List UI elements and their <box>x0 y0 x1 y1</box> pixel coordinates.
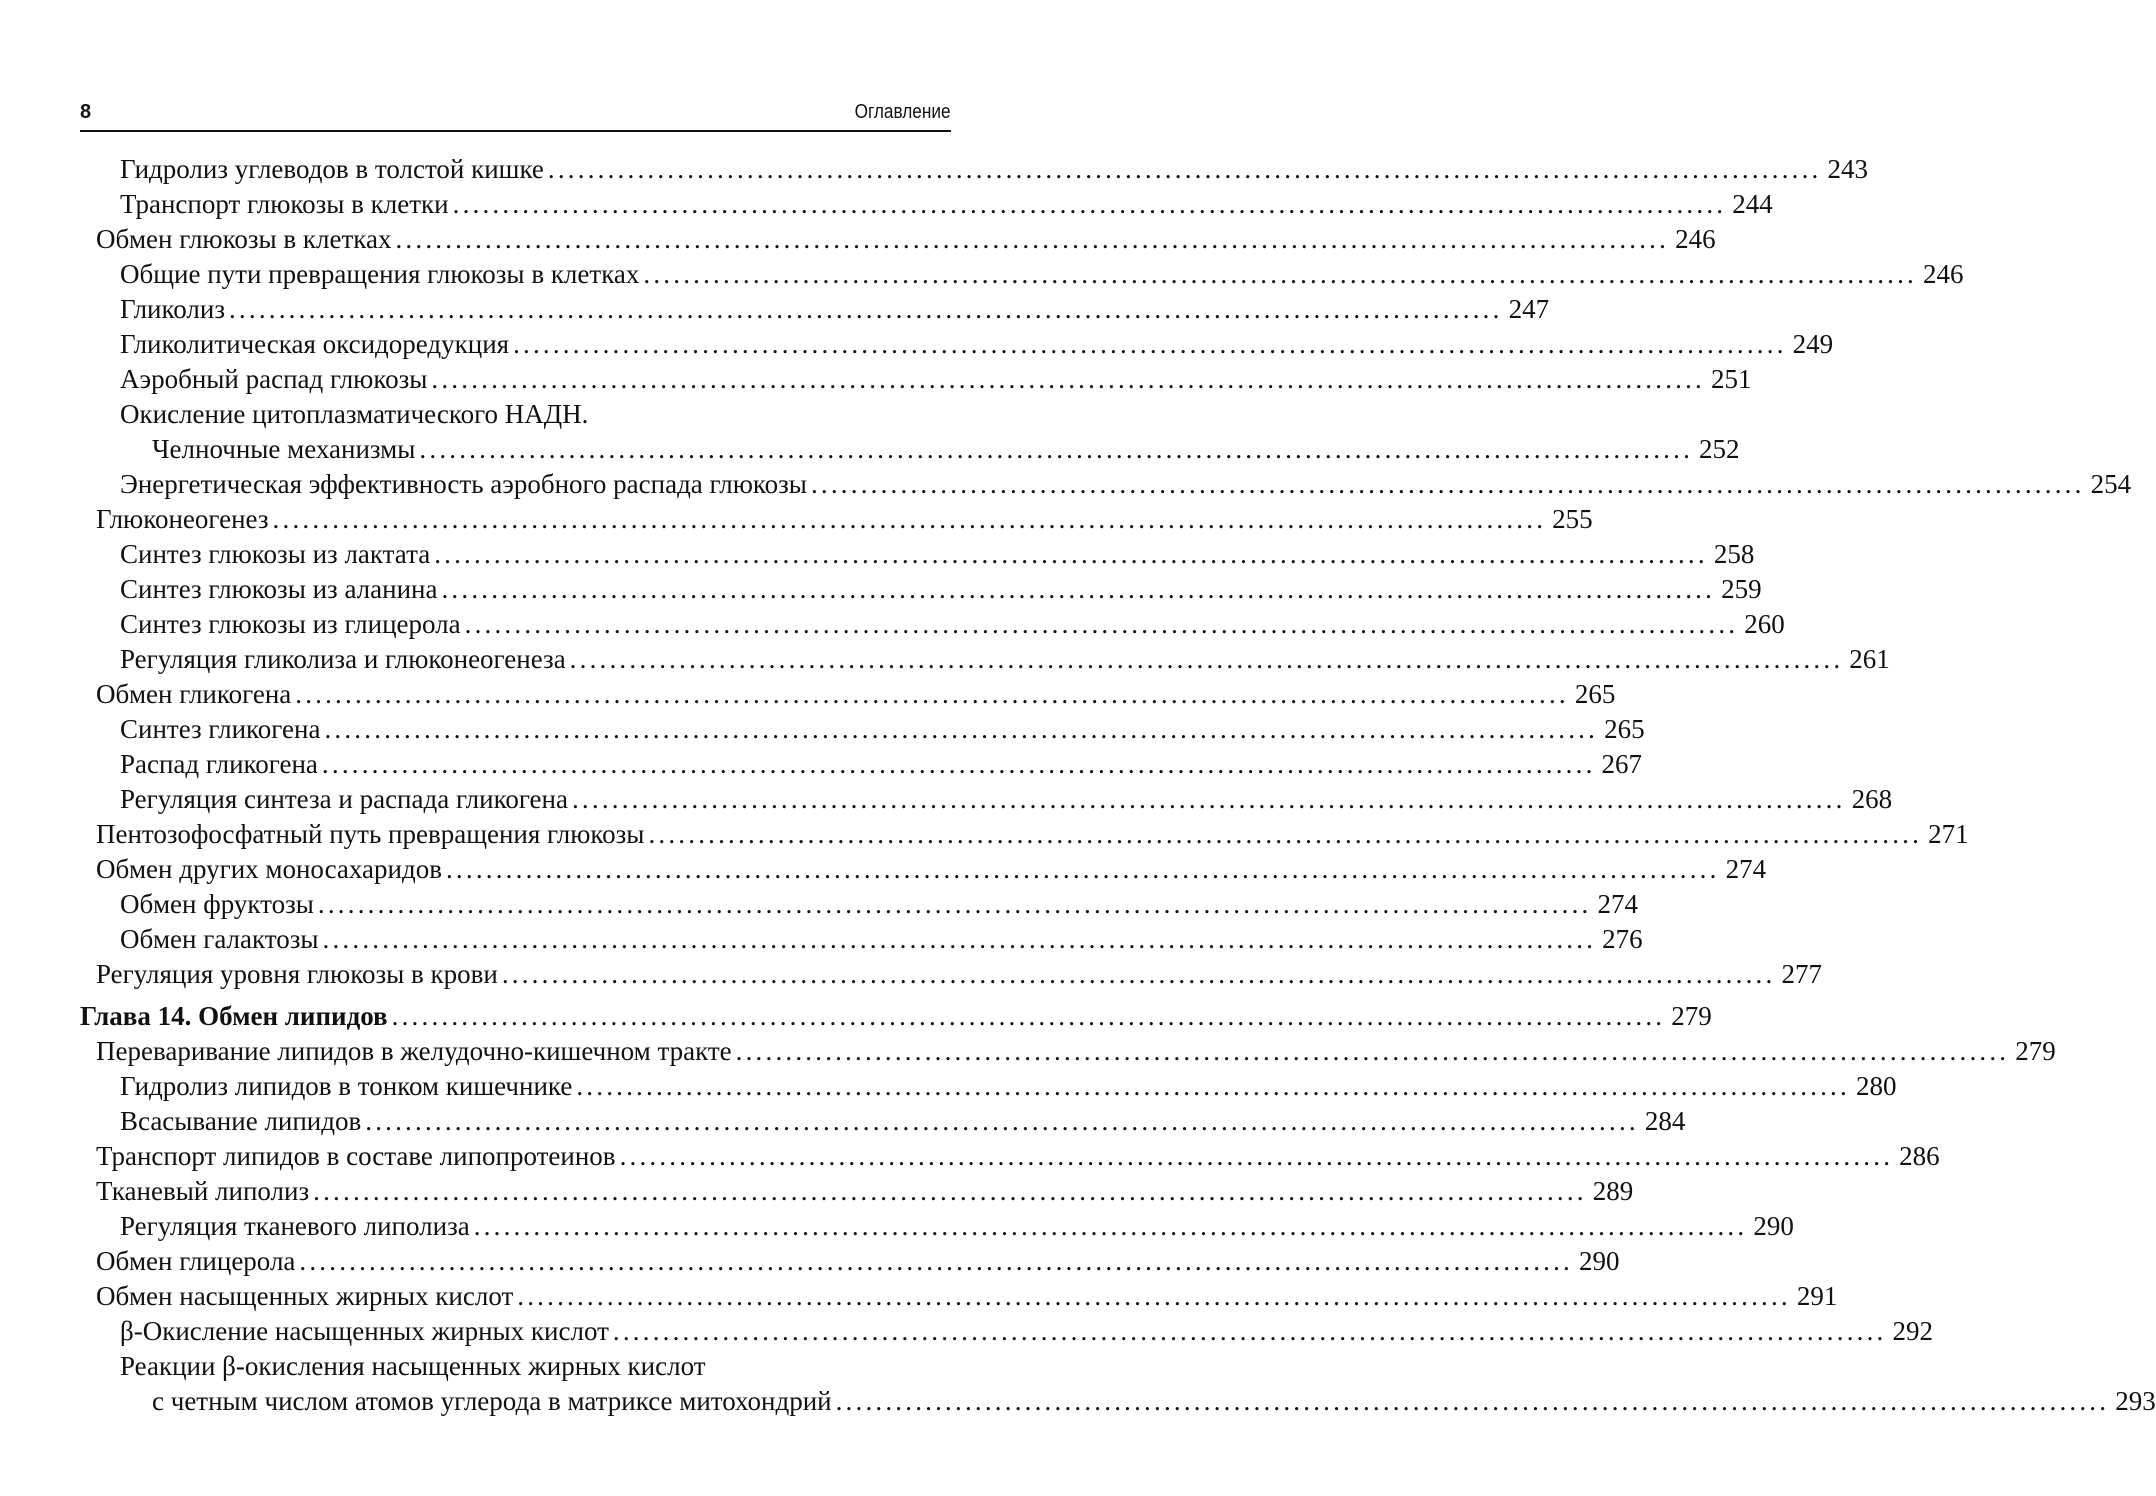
toc-entry-title: Синтез глюкозы из лактата <box>120 539 431 569</box>
toc-entry <box>80 1139 1940 1174</box>
toc-entry-page: 246 <box>1675 224 1716 254</box>
toc-entry-page: 243 <box>1827 154 1869 184</box>
toc-entry-page: 279 <box>2015 1036 2056 1066</box>
toc-entry-page: 289 <box>1592 1176 1634 1206</box>
toc-leader: ................................................................................................................................ <box>473 1211 1748 1241</box>
toc-entry <box>80 677 1616 712</box>
toc-leader: ................................................................................................................................ <box>612 1316 1887 1346</box>
toc-entry <box>80 1069 1897 1104</box>
toc-entry-title: Регуляция гликолиза и глюконеогенеза <box>120 644 566 674</box>
toc-leader: ................................................................................................................................ <box>648 819 1923 849</box>
toc-entry <box>80 1209 1794 1244</box>
toc-leader: ................................................................................................................................ <box>452 189 1727 219</box>
header-rule <box>80 130 951 132</box>
toc-entry-page: 265 <box>1574 679 1616 709</box>
toc-entry-title: Гликолиз <box>120 294 225 324</box>
toc-entry-page: 274 <box>1597 889 1639 919</box>
toc-leader: ................................................................................................................................ <box>391 1001 1666 1031</box>
toc-entry <box>80 817 1969 852</box>
toc-entry-title: с четным числом атомов углерода в матриксе митохондрий <box>152 1386 832 1416</box>
toc-entry-page: 247 <box>1508 294 1550 324</box>
toc-entry-page: 265 <box>1604 714 1645 744</box>
toc-entry-page: 268 <box>1851 784 1893 814</box>
toc-entry-page: 290 <box>1753 1211 1794 1241</box>
toc-leader: ................................................................................................................................ <box>517 1281 1791 1311</box>
toc-entry-title: β-Окисление насыщенных жирных кислот <box>120 1316 609 1346</box>
toc-entry-title: Обмен галактозы <box>120 924 319 954</box>
toc-entry <box>80 642 1890 677</box>
toc-entry-title: Гидролиз липидов в тонком кишечнике <box>120 1071 573 1101</box>
toc-entry-title: Регуляция уровня глюкозы в крови <box>96 959 498 989</box>
toc-entry-page: 292 <box>1892 1316 1934 1346</box>
toc-entry-title: Обмен фруктозы <box>120 889 314 919</box>
toc-entry <box>80 782 1893 817</box>
toc-entry-page: 254 <box>2090 469 2132 499</box>
toc-leader: ................................................................................................................................ <box>324 714 1599 744</box>
toc-entry-page: 276 <box>1602 924 1643 954</box>
toc-entry-page: 271 <box>1928 819 1969 849</box>
toc-entry <box>80 1349 953 1384</box>
toc-entry <box>80 187 1773 222</box>
toc-entry <box>80 747 1643 782</box>
toc-leader: ................................................................................................................................ <box>464 609 1739 639</box>
toc-chapter-title: Глава 14. Обмен липидов <box>80 1001 388 1031</box>
toc-entry-title: Обмен глицерола <box>96 1246 296 1276</box>
toc-leader: ................................................................................................................................ <box>501 959 1776 989</box>
toc-entry-page: 258 <box>1713 539 1755 569</box>
toc-entry <box>80 572 1762 607</box>
toc-entry-title: Челночные механизмы <box>152 434 416 464</box>
toc-entry-title: Обмен насыщенных жирных кислот <box>96 1281 514 1311</box>
toc-entry-title: Обмен глюкозы в клетках <box>96 224 392 254</box>
toc-leader: ................................................................................................................................ <box>272 504 1547 534</box>
toc-entry-title: Регуляция тканевого липолиза <box>120 1211 470 1241</box>
toc-entry <box>80 432 1740 467</box>
toc-entry-page: 252 <box>1699 434 1740 464</box>
toc-entry-page: 279 <box>1671 1001 1712 1031</box>
table-of-contents <box>80 152 2156 1419</box>
toc-entry-title: Синтез глюкозы из глицерола <box>120 609 461 639</box>
toc-entry-page: 259 <box>1721 574 1762 604</box>
toc-leader: ................................................................................................................................ <box>419 434 1694 464</box>
toc-leader: ................................................................................................................................ <box>434 539 1708 569</box>
toc-entry-title: Распад гликогена <box>120 749 318 779</box>
toc-entry <box>80 152 1869 187</box>
toc-entry-page: 260 <box>1744 609 1785 639</box>
toc-chapter-entry <box>80 999 1712 1034</box>
toc-entry-title: Переваривание липидов в желудочно-кишечном тракте <box>96 1036 732 1066</box>
toc-leader: ................................................................................................................................ <box>735 1036 2010 1066</box>
toc-leader: ................................................................................................................................ <box>365 1106 1639 1136</box>
toc-entry <box>80 852 1767 887</box>
toc-entry <box>80 292 1550 327</box>
toc-entry <box>80 362 1752 397</box>
toc-leader: ................................................................................................................................ <box>295 679 1569 709</box>
toc-entry-title: Гидролиз углеводов в толстой кишке <box>120 154 544 184</box>
toc-leader: ................................................................................................................................ <box>571 784 1846 814</box>
toc-entry <box>80 1384 2156 1419</box>
toc-entry-title: Транспорт глюкозы в клетки <box>120 189 449 219</box>
toc-leader: ................................................................................................................................ <box>228 294 1503 324</box>
toc-entry-page: 244 <box>1732 189 1773 219</box>
toc-entry <box>80 467 2132 502</box>
toc-entry-page: 290 <box>1579 1246 1620 1276</box>
toc-leader: ................................................................................................................................ <box>317 889 1592 919</box>
toc-entry <box>80 922 1643 957</box>
toc-leader: ................................................................................................................................ <box>576 1071 1850 1101</box>
toc-entry-title: Регуляция синтеза и распада гликогена <box>120 784 568 814</box>
toc-entry <box>80 1034 2056 1069</box>
toc-entry-page: 274 <box>1725 854 1767 884</box>
toc-entry-title: Аэробный распад глюкозы <box>120 364 428 394</box>
toc-leader: ................................................................................................................................ <box>313 1176 1587 1206</box>
toc-entry-page: 284 <box>1644 1106 1686 1136</box>
toc-entry-page: 249 <box>1792 329 1834 359</box>
toc-entry-title: Всасывание липидов <box>120 1106 362 1136</box>
toc-entry <box>80 537 1755 572</box>
toc-entry-title: Гликолитическая оксидоредукция <box>120 329 510 359</box>
toc-leader: ................................................................................................................................ <box>547 154 1822 184</box>
toc-entry-title: Окисление цитоплазматического НАДН. <box>120 399 589 429</box>
page-header <box>80 96 951 132</box>
toc-leader: ................................................................................................................................ <box>441 574 1716 604</box>
toc-leader: ................................................................................................................................ <box>321 749 1596 779</box>
toc-entry-page: 255 <box>1552 504 1593 534</box>
toc-leader: ................................................................................................................................ <box>322 924 1597 954</box>
toc-entry-page: 291 <box>1796 1281 1838 1311</box>
toc-entry-title: Общие пути превращения глюкозы в клетках <box>120 259 640 289</box>
toc-leader: ................................................................................................................................ <box>395 224 1670 254</box>
toc-entry-title: Обмен гликогена <box>96 679 292 709</box>
toc-entry-page: 267 <box>1601 749 1643 779</box>
toc-entry-page: 251 <box>1711 364 1752 394</box>
toc-entry-page: 277 <box>1781 959 1822 989</box>
toc-entry-page: 286 <box>1899 1141 1940 1171</box>
toc-entry <box>80 1104 1686 1139</box>
toc-entry <box>80 222 1716 257</box>
toc-entry <box>80 257 1964 292</box>
toc-entry-page: 280 <box>1855 1071 1897 1101</box>
toc-entry-title: Синтез глюкозы из аланина <box>120 574 438 604</box>
toc-leader: ................................................................................................................................ <box>810 469 2085 499</box>
toc-entry <box>80 957 1822 992</box>
toc-leader: ................................................................................................................................ <box>643 259 1917 289</box>
running-title: Оглавление <box>855 101 951 123</box>
toc-entry <box>80 1314 1934 1349</box>
toc-leader: ................................................................................................................................ <box>299 1246 1574 1276</box>
toc-leader: ................................................................................................................................ <box>835 1386 2110 1416</box>
toc-entry-title: Синтез гликогена <box>120 714 321 744</box>
toc-leader: ................................................................................................................................ <box>569 644 1844 674</box>
toc-entry-title: Энергетическая эффективность аэробного распада глюкозы <box>120 469 807 499</box>
toc-entry-title: Транспорт липидов в составе липопротеинов <box>96 1141 616 1171</box>
toc-entry-page: 261 <box>1849 644 1890 674</box>
toc-leader: ................................................................................................................................ <box>445 854 1720 884</box>
toc-entry-title: Глюконеогенез <box>96 504 269 534</box>
toc-entry <box>80 712 1645 747</box>
toc-leader: ................................................................................................................................ <box>431 364 1706 394</box>
toc-entry-title: Реакции β-окисления насыщенных жирных кислот <box>120 1351 706 1381</box>
page-number: 8 <box>80 101 92 123</box>
toc-entry-title: Тканевый липолиз <box>96 1176 310 1206</box>
toc-entry <box>80 1174 1634 1209</box>
toc-entry-title: Пентозофосфатный путь превращения глюкозы <box>96 819 645 849</box>
toc-entry-page: 246 <box>1923 259 1964 289</box>
toc-entry-title: Обмен других моносахаридов <box>96 854 442 884</box>
toc-entry <box>80 1279 1838 1314</box>
toc-entry <box>80 607 1785 642</box>
toc-entry <box>80 397 953 432</box>
toc-entry <box>80 1244 1620 1279</box>
toc-entry-page: 293 <box>2115 1386 2156 1416</box>
toc-leader: ................................................................................................................................ <box>619 1141 1894 1171</box>
toc-leader: ................................................................................................................................ <box>513 329 1787 359</box>
toc-entry <box>80 327 1834 362</box>
toc-entry <box>80 887 1639 922</box>
toc-entry <box>80 502 1593 537</box>
